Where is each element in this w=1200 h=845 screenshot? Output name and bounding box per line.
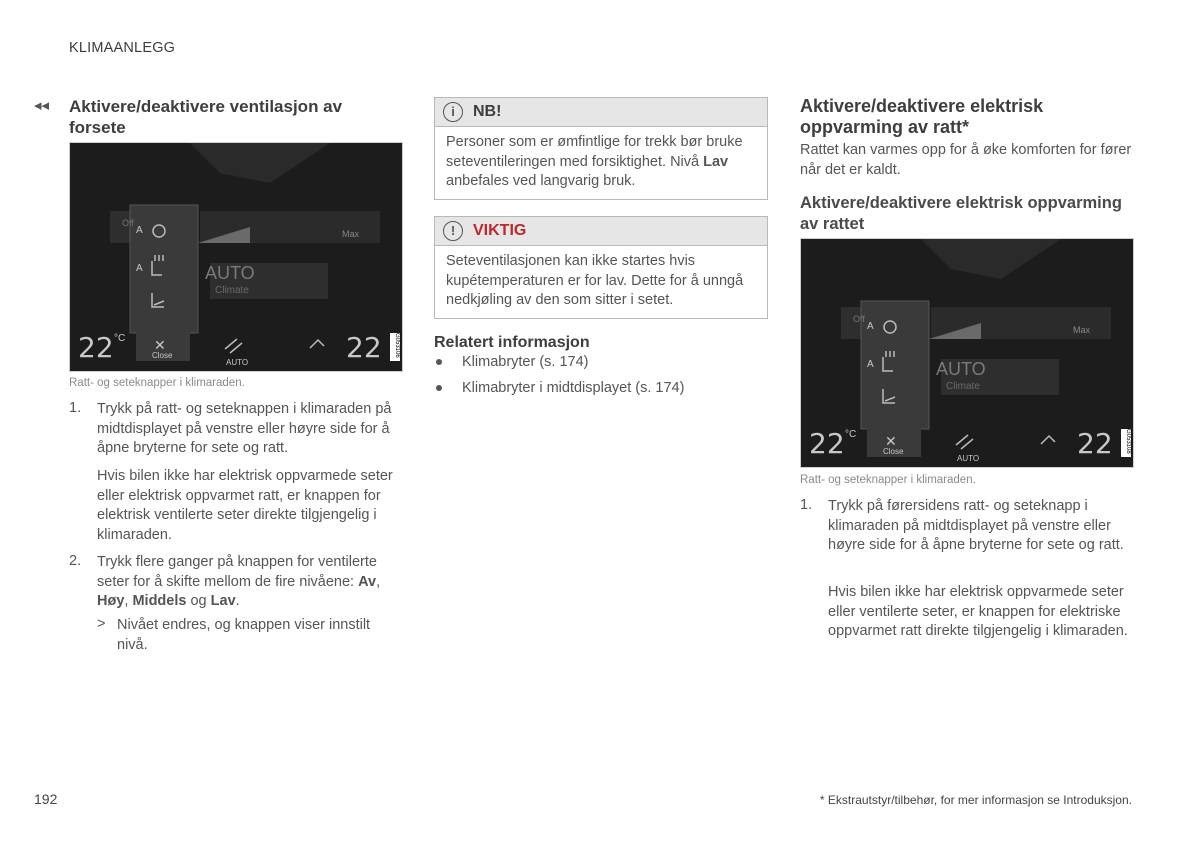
seat-mode-a-2: A (136, 263, 143, 274)
step-2-text: Trykk flere ganger på knappen for ventilerte seter for å skifte mellom de fire nivåene: Av, Høy, Middels og Lav. (97, 554, 381, 609)
step-number: 2. (69, 553, 82, 569)
info-icon: i (443, 102, 463, 122)
warning-icon: ! (443, 221, 463, 241)
caption-1: Ratt- og seteknapper i klimaraden. (69, 377, 245, 389)
caption-2: Ratt- og seteknapper i klimaraden. (800, 474, 976, 486)
climate-label: Climate (215, 285, 249, 296)
bullet (436, 385, 442, 391)
off-label: Off (122, 218, 134, 228)
image-id: G053106 (390, 333, 400, 361)
temp-unit: °C (845, 429, 857, 440)
auto-climate-label[interactable]: AUTO (936, 359, 986, 379)
temp-left[interactable]: 22 (809, 427, 845, 460)
result-marker: > (97, 616, 106, 632)
intro-text: Rattet kan varmes opp for å øke komforten for fører når det er kaldt. (800, 142, 1132, 178)
climate-screen-2 (800, 238, 1134, 468)
related-link[interactable]: Klimabryter i midtdisplayet (s. 174) (462, 380, 685, 396)
off-label: Off (853, 314, 865, 324)
seat-mode-a-1: A (867, 321, 874, 332)
nb-box (434, 97, 768, 200)
nb-text: Personer som er ømfintlige for trekk bør bruke seteventileringen med forsiktighet. Nivå Lav anbefales ved langvarig bruk. (446, 134, 743, 189)
seat-mode-a-2: A (867, 359, 874, 370)
max-label: Max (1073, 325, 1091, 335)
temp-unit: °C (114, 333, 126, 344)
nb-title: NB! (473, 103, 502, 120)
step-1-text: Trykk på ratt- og seteknappen i klimaraden på midtdisplayet på venstre eller høyre side for å åpne bryterne for sete og ratt. (97, 401, 392, 456)
footnote: * Ekstrautstyr/tilbehør, for mer informasjon se Introduksjon. (819, 793, 1132, 807)
heading-ventilation: Aktivere/deaktivere ventilasjon av forsete (69, 97, 343, 137)
close-icon[interactable]: ✕ (154, 337, 166, 353)
important-title: VIKTIG (473, 222, 527, 239)
auto-fan-label: AUTO (957, 454, 980, 463)
seat-mode-a-1: A (136, 225, 143, 236)
climate-screen-1 (69, 142, 403, 372)
close-label[interactable]: Close (152, 351, 173, 360)
related-heading: Relatert informasjon (434, 334, 590, 351)
auto-climate-label[interactable]: AUTO (205, 263, 255, 283)
step-1-note: Hvis bilen ikke har elektrisk oppvarmede seter eller ventilerte seter, er knappen for elektriske oppvarmet ratt direkte tilgjengelig i klimaraden. (828, 584, 1128, 639)
step-1-text: Trykk på førersidens ratt- og seteknapp i klimaraden på midtdisplayet på venstre eller høyre side for å åpne bryterne for sete og ratt. (828, 498, 1124, 553)
image-id: G053108 (1121, 429, 1131, 457)
section-header: KLIMAANLEGG (69, 40, 176, 56)
temp-left[interactable]: 22 (78, 331, 114, 364)
related-link[interactable]: Klimabryter (s. 174) (462, 354, 589, 370)
back-chevron-icon[interactable]: ◂◂ (34, 97, 50, 114)
step-number: 1. (800, 497, 813, 513)
step-1-note: Hvis bilen ikke har elektrisk oppvarmede seter eller elektrisk oppvarmet ratt, er knappen for elektrisk ventilerte seter direkte tilgjengelig i klimaraden. (97, 468, 393, 543)
auto-fan-label: AUTO (226, 358, 249, 367)
important-text: Seteventilasjonen kan ikke startes hvis kupétemperaturen er for lav. Dette for å unngå nedkjøling av den som sitter i setet. (446, 253, 744, 308)
step-number: 1. (69, 400, 82, 416)
temp-right[interactable]: 22 (1077, 427, 1113, 460)
heading-steering-heat: Aktivere/deaktivere elektrisk oppvarming av ratt* (800, 96, 1044, 137)
page-number: 192 (34, 791, 58, 807)
close-label[interactable]: Close (883, 447, 904, 456)
temp-right[interactable]: 22 (346, 331, 382, 364)
subheading-steering-heat: Aktivere/deaktivere elektrisk oppvarming av rattet (800, 194, 1122, 233)
important-box (434, 216, 768, 319)
bullet (436, 359, 442, 365)
step-2-result: Nivået endres, og knappen viser innstilt nivå. (117, 617, 371, 653)
climate-label: Climate (946, 381, 980, 392)
close-icon[interactable]: ✕ (885, 433, 897, 449)
max-label: Max (342, 229, 360, 239)
